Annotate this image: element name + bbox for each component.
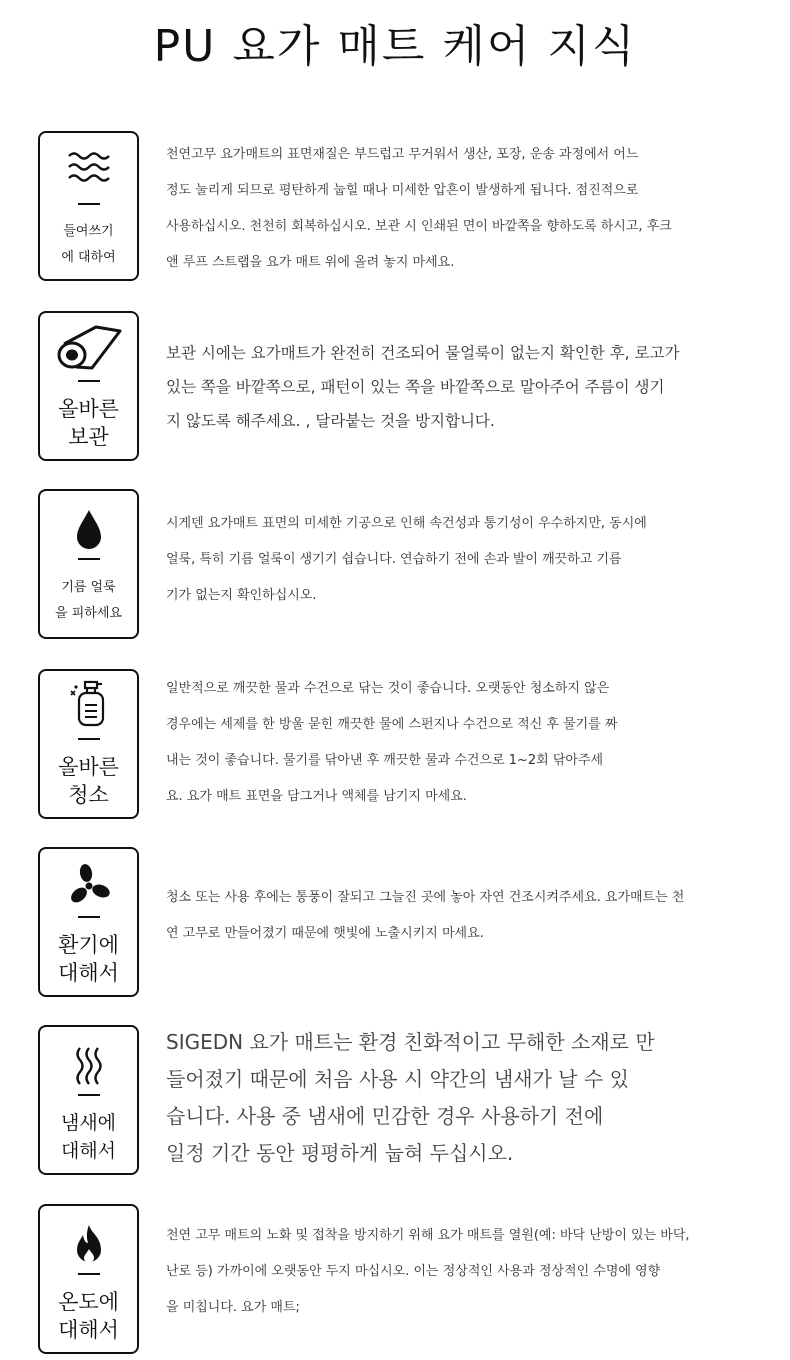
divider <box>78 1094 100 1096</box>
text-line: 얼룩, 특히 기름 얼룩이 생기기 쉽습니다. 연습하기 전에 손과 발이 깨끗하고 기름 <box>166 552 622 567</box>
text-line: 사용하십시오. 천천히 회복하십시오. 보관 시 인쇄된 면이 바깥쪽을 향하도록 하시고, 후크 <box>166 219 672 234</box>
divider <box>78 558 100 560</box>
card-label: 온도에 대해서 <box>58 1290 119 1342</box>
icon-card <box>38 847 139 997</box>
text-line: 시게덴 요가매트 표면의 미세한 기공으로 인해 속건성과 통기성이 우수하지만, 동시에 <box>166 516 647 531</box>
section-text <box>166 671 756 815</box>
soap-bottle-icon <box>40 679 137 729</box>
card-label: 환기에 대해서 <box>58 933 119 985</box>
section-text <box>166 137 756 281</box>
icon-card <box>38 311 139 461</box>
section-text <box>166 1218 756 1326</box>
text-line: 천연 고무 매트의 노화 및 접착을 방지하기 위해 요가 매트를 열원(예: 바닥 난방이 있는 바닥, <box>166 1228 690 1243</box>
icon-card <box>38 1204 139 1354</box>
text-line: 일반적으로 깨끗한 물과 수건으로 닦는 것이 좋습니다. 오랫동안 청소하지 않은 <box>166 681 610 696</box>
section-text <box>166 880 756 952</box>
fan-icon <box>40 859 137 909</box>
text-line: 정도 눌리게 되므로 평탄하게 눕힐 때나 미세한 압흔이 발생하게 됩니다. 점진적으로 <box>166 183 639 198</box>
oil-drop-icon <box>40 505 137 555</box>
icon-card <box>38 131 139 281</box>
card-label: 냄새에 대해서 <box>60 1112 117 1162</box>
text-line: SIGEDN 요가 매트는 환경 친화적이고 무해한 소재로 만 <box>166 1030 655 1054</box>
flame-icon <box>40 1220 137 1270</box>
text-line: 난로 등) 가까이에 오랫동안 두지 마십시오. 이는 정상적인 사용과 정상적인 수명에 영향 <box>166 1264 661 1279</box>
rolled-mat-icon <box>40 323 137 373</box>
text-line: 습니다. 사용 중 냄새에 민감한 경우 사용하기 전에 <box>166 1104 604 1128</box>
icon-card <box>38 1025 139 1175</box>
card-label: 올바른 보관 <box>58 397 119 449</box>
odor-waves-icon <box>40 1041 137 1091</box>
page-title: PU 요가 매트 케어 지식 <box>153 21 637 72</box>
text-line: 경우에는 세제를 한 방울 묻힌 깨끗한 물에 스펀지나 수건으로 적신 후 물기를 짜 <box>166 717 618 732</box>
text-line: 지 않도록 해주세요. , 달라붙는 것을 방지합니다. <box>166 412 495 430</box>
icon-card <box>38 489 139 639</box>
text-line: 청소 또는 사용 후에는 통풍이 잘되고 그늘진 곳에 놓아 자연 건조시켜주세요. 요가매트는 천 <box>166 890 685 905</box>
text-line: 있는 쪽을 바깥쪽으로, 패턴이 있는 쪽을 바깥쪽으로 말아주어 주름이 생기 <box>166 378 665 396</box>
divider <box>78 916 100 918</box>
section-text <box>166 1024 756 1172</box>
section-text <box>166 506 756 614</box>
divider <box>78 203 100 205</box>
divider <box>78 380 100 382</box>
card-label: 기름 얼룩 을 피하세요 <box>55 580 122 621</box>
text-line: 천연고무 요가매트의 표면재질은 부드럽고 무거워서 생산, 포장, 운송 과정에서 어느 <box>166 147 639 162</box>
text-line: 앤 루프 스트랩을 요가 매트 위에 올려 놓지 마세요. <box>166 255 455 270</box>
text-line: 요. 요가 매트 표면을 담그거나 액체를 남기지 마세요. <box>166 789 467 804</box>
card-label: 올바른 청소 <box>58 755 119 807</box>
icon-card <box>38 669 139 819</box>
divider <box>78 1273 100 1275</box>
card-label: 들여쓰기 에 대하여 <box>61 224 116 265</box>
text-line: 내는 것이 좋습니다. 물기를 닦아낸 후 깨끗한 물과 수건으로 1~2회 닦아주세 <box>166 753 604 768</box>
section-text <box>166 336 756 438</box>
text-line: 을 미칩니다. 요가 매트; <box>166 1300 300 1315</box>
text-line: 들어졌기 때문에 처음 사용 시 약간의 냄새가 날 수 있 <box>166 1067 629 1091</box>
text-line: 기가 없는지 확인하십시오. <box>166 588 317 603</box>
text-line: 연 고무로 만들어졌기 때문에 햇빛에 노출시키지 마세요. <box>166 926 484 941</box>
text-line: 일정 기간 동안 평평하게 눕혀 두십시오. <box>166 1141 514 1165</box>
divider <box>78 738 100 740</box>
wave-lines-icon <box>40 145 137 195</box>
text-line: 보관 시에는 요가매트가 완전히 건조되어 물얼룩이 없는지 확인한 후, 로고가 <box>166 344 680 362</box>
